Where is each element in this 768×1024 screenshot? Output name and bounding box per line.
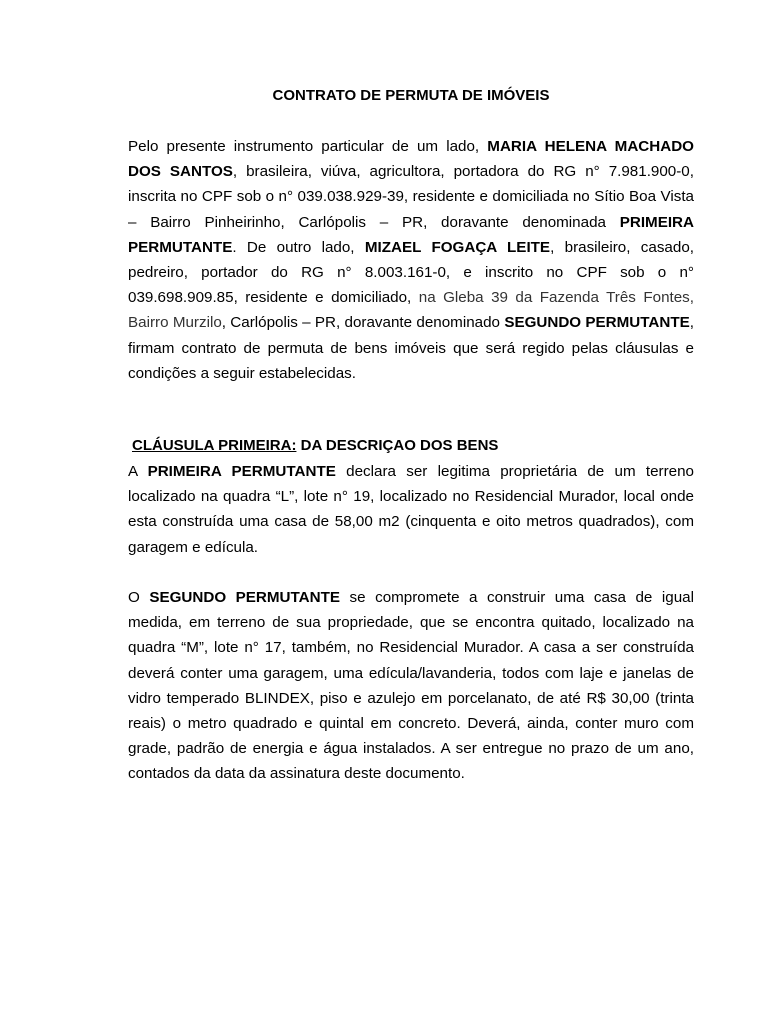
p1-text-3: . De outro lado, bbox=[232, 238, 365, 256]
clause-first-title: DA DESCRIÇAO DOS BENS bbox=[296, 437, 499, 454]
p2-role-first: PRIMEIRA PERMUTANTE bbox=[147, 463, 336, 480]
paragraph-parties bbox=[128, 134, 694, 386]
p3-text-2: se compromete a construir uma casa de igual medida, em terreno de sua propriedade, que se encontra quitado, localizado na quadra “M”, lote n° 17, também, no Residencial Murador. A casa a ser construída deverá conter uma garagem, uma edícula/lavanderia, todos com laje e janelas de vidro temperado BLINDEX, piso e azulejo em porcelanato, de até R$ 30,00 (trinta reais) o metro quadrado e quintal em concreto. Deverá, ainda, conter muro com grade, padrão de energia e água instalados. A ser entregue no prazo de um ano, contados da data da assinatura deste documento. bbox=[128, 589, 694, 783]
p1-role-first: PRIMEIRA PERMUTANTE bbox=[128, 213, 694, 256]
p1-name-first-party: MARIA HELENA MACHADO DOS SANTOS bbox=[128, 138, 694, 181]
p1-text-2: , brasileira, viúva, agricultora, portadora do RG n° 7.981.900-0, inscrita no CPF sob o n° 039.038.929-39, residente e domiciliada no Sítio Boa Vista – Bairro Pinheirinho, Carlópolis – PR, doravante denominada bbox=[128, 163, 694, 231]
paragraph-second-property bbox=[128, 585, 694, 787]
paragraph-first-property bbox=[128, 459, 694, 560]
p1-text-5: , Carlópolis – PR, doravante denominado bbox=[221, 314, 505, 332]
clause-first-heading bbox=[132, 436, 498, 456]
p2-text-2: declara ser legitima proprietária de um terreno localizado na quadra “L”, lote n° 19, localizado no Residencial Murador, local onde esta construída uma casa de 58,00 m2 (cinquenta e oito metros quadrados), com garagem e edícula. bbox=[128, 463, 695, 556]
p1-text-1: Pelo presente instrumento particular de um lado, bbox=[128, 138, 488, 155]
document-title: CONTRATO DE PERMUTA DE IMÓVEIS bbox=[272, 87, 550, 104]
clause-first-label: CLÁUSULA PRIMEIRA: bbox=[132, 437, 297, 454]
p1-name-second-party: MIZAEL FOGAÇA LEITE bbox=[364, 238, 551, 256]
p1-role-second: SEGUNDO PERMUTANTE bbox=[504, 314, 690, 332]
p1-text-6: , firmam contrato de permuta de bens imóveis que será regido pelas cláusulas e condições a seguir estabelecidas. bbox=[128, 314, 694, 382]
p3-role-second: SEGUNDO PERMUTANTE bbox=[149, 589, 341, 606]
p2-text-1: A bbox=[128, 463, 148, 480]
p3-text-1: O bbox=[128, 589, 150, 606]
p1-text-4: , brasileiro, casado, pedreiro, portador do RG n° 8.003.161-0, e inscrito no CPF sob o n° 039.698.909.85, residente e domiciliado, bbox=[128, 238, 694, 307]
p1-address-second-party: na Gleba 39 da Fazenda Três Fontes, Bairro Murzilo bbox=[128, 289, 694, 332]
